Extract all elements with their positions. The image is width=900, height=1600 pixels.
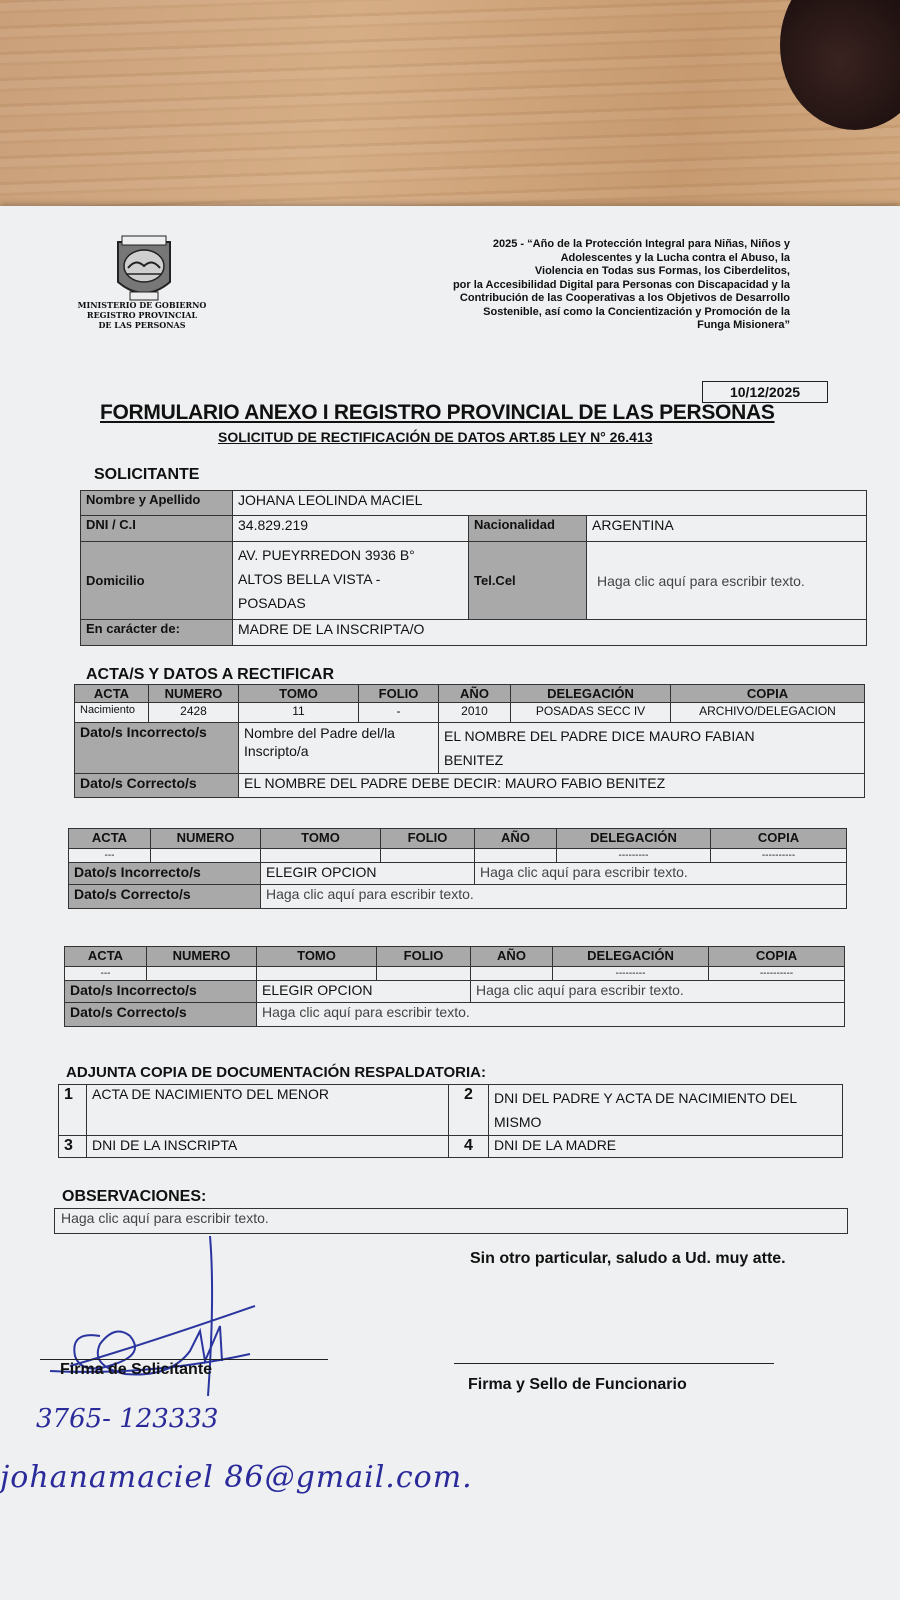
anio-field[interactable]: 2010	[439, 703, 511, 723]
official-signature-label: Firma y Sello de Funcionario	[468, 1376, 687, 1393]
address-line: ALTOS BELLA VISTA -	[238, 571, 381, 587]
folio-field[interactable]	[381, 849, 475, 863]
delegacion-field[interactable]: ---------	[557, 849, 711, 863]
slogan-line: 2025 - “Año de la Protección Integral para Niñas, Niños y	[492, 238, 790, 250]
col-numero: NUMERO	[149, 685, 239, 703]
col-acta: ACTA	[65, 947, 147, 967]
role-label: En carácter de:	[81, 620, 233, 646]
anio-field[interactable]	[471, 967, 553, 981]
name-label: Nombre y Apellido	[81, 491, 233, 516]
folio-field[interactable]	[377, 967, 471, 981]
acta-block-3	[64, 946, 845, 1027]
tomo-field[interactable]	[257, 967, 377, 981]
copia-field[interactable]: ----------	[709, 967, 845, 981]
official-signature-line	[454, 1363, 774, 1364]
wooden-table-background	[0, 0, 900, 215]
numero-field[interactable]	[147, 967, 257, 981]
correct-label: Dato/s Correcto/s	[75, 774, 239, 798]
dni-field[interactable]: 34.829.219	[233, 516, 469, 542]
documentacion-heading: ADJUNTA COPIA DE DOCUMENTACIÓN RESPALDATORIA:	[66, 1064, 486, 1081]
col-copia: COPIA	[709, 947, 845, 967]
form-subtitle: SOLICITUD DE RECTIFICACIÓN DE DATOS ART.85 LEY N° 26.413	[218, 429, 653, 445]
solicitante-heading: SOLICITANTE	[94, 466, 200, 483]
form-paper	[0, 206, 900, 1600]
correct-text-field[interactable]: Haga clic aquí para escribir texto.	[257, 1003, 845, 1027]
doc-num: 1	[59, 1085, 87, 1136]
address-line: AV. PUEYRREDON 3936 B°	[238, 547, 415, 563]
incorrect-text-line: EL NOMBRE DEL PADRE DICE MAURO FABIAN	[444, 728, 755, 744]
incorrect-text-line: BENITEZ	[444, 752, 504, 768]
incorrect-field-line: Nombre del Padre del/la	[244, 725, 395, 741]
col-anio: AÑO	[439, 685, 511, 703]
ministry-line-3: DE LAS PERSONAS	[98, 320, 186, 330]
acta-type-field[interactable]: ---	[69, 849, 151, 863]
incorrect-label: Dato/s Incorrecto/s	[69, 863, 261, 885]
col-numero: NUMERO	[151, 829, 261, 849]
doc-item-line: DNI DEL PADRE Y ACTA DE NACIMIENTO DEL	[494, 1090, 798, 1106]
role-field[interactable]: MADRE DE LA INSCRIPTA/O	[233, 620, 867, 646]
numero-field[interactable]	[151, 849, 261, 863]
col-anio: AÑO	[471, 947, 553, 967]
provincial-seal-logo	[104, 232, 184, 304]
acta-block-2	[68, 828, 847, 909]
incorrect-field-select[interactable]	[239, 723, 439, 774]
closing-text: Sin otro particular, saludo a Ud. muy atte.	[470, 1250, 786, 1267]
doc-num: 4	[449, 1136, 489, 1158]
name-field[interactable]: JOHANA LEOLINDA MACIEL	[233, 491, 867, 516]
date-field[interactable]: 10/12/2025	[702, 381, 828, 403]
actas-heading: ACTA/S Y DATOS A RECTIFICAR	[86, 666, 335, 683]
phone-label: Tel.Cel	[469, 542, 587, 620]
copia-field[interactable]: ARCHIVO/DELEGACION	[671, 703, 865, 723]
correct-label: Dato/s Correcto/s	[65, 1003, 257, 1027]
year-slogan	[330, 238, 790, 333]
col-anio: AÑO	[475, 829, 557, 849]
tomo-field[interactable]: 11	[239, 703, 359, 723]
handwritten-email: johanamaciel 86@gmail.com.	[0, 1460, 473, 1495]
col-folio: FOLIO	[359, 685, 439, 703]
address-field[interactable]	[233, 542, 469, 620]
incorrect-text-field[interactable]	[439, 723, 865, 774]
address-label: Domicilio	[81, 542, 233, 620]
observaciones-field[interactable]: Haga clic aquí para escribir texto.	[54, 1208, 848, 1234]
applicant-signature-line	[40, 1359, 328, 1360]
col-delegacion: DELEGACIÓN	[557, 829, 711, 849]
ministry-line-2: REGISTRO PROVINCIAL	[86, 310, 198, 320]
col-tomo: TOMO	[261, 829, 381, 849]
acta-block-1	[74, 684, 865, 798]
col-acta: ACTA	[75, 685, 149, 703]
correct-text-field[interactable]: Haga clic aquí para escribir texto.	[261, 885, 847, 909]
incorrect-text-field[interactable]: Haga clic aquí para escribir texto.	[471, 981, 845, 1003]
doc-item-3[interactable]: DNI DE LA INSCRIPTA	[87, 1136, 449, 1158]
form-title: FORMULARIO ANEXO I REGISTRO PROVINCIAL DE LAS PERSONAS	[100, 401, 775, 424]
phone-field[interactable]: Haga clic aquí para escribir texto.	[587, 542, 867, 620]
solicitante-table	[80, 490, 867, 646]
col-numero: NUMERO	[147, 947, 257, 967]
observaciones-heading: OBSERVACIONES:	[62, 1188, 207, 1205]
handwritten-phone: 3765- 123333	[36, 1404, 219, 1434]
nationality-field[interactable]: ARGENTINA	[587, 516, 867, 542]
applicant-signature-label: Firma de Solicitante	[60, 1361, 213, 1378]
slogan-line: Sostenible, así como la Concientización y Promoción de la	[483, 305, 790, 318]
col-copia: COPIA	[711, 829, 847, 849]
doc-num: 3	[59, 1136, 87, 1158]
dni-label: DNI / C.I	[81, 516, 233, 542]
anio-field[interactable]	[475, 849, 557, 863]
col-tomo: TOMO	[239, 685, 359, 703]
acta-type-field[interactable]: Nacimiento	[75, 703, 149, 723]
col-delegacion: DELEGACIÓN	[553, 947, 709, 967]
incorrect-field-line: Inscripto/a	[244, 743, 309, 759]
correct-label: Dato/s Correcto/s	[69, 885, 261, 909]
incorrect-field-select[interactable]: ELEGIR OPCION	[257, 981, 471, 1003]
delegacion-field[interactable]: POSADAS SECC IV	[511, 703, 671, 723]
slogan-line: Funga Misionera”	[697, 319, 790, 331]
col-copia: COPIA	[671, 685, 865, 703]
col-folio: FOLIO	[381, 829, 475, 849]
tomo-field[interactable]	[261, 849, 381, 863]
numero-field[interactable]: 2428	[149, 703, 239, 723]
slogan-line: Adolescentes y la Lucha contra el Abuso, la	[560, 251, 790, 264]
col-acta: ACTA	[69, 829, 151, 849]
doc-item-2[interactable]	[489, 1085, 843, 1136]
correct-text-field[interactable]: EL NOMBRE DEL PADRE DEBE DECIR: MAURO FABIO BENITEZ	[239, 774, 865, 798]
incorrect-field-select[interactable]: ELEGIR OPCION	[261, 863, 475, 885]
slogan-line: por la Accesibilidad Digital para Personas con Discapacidad y la	[452, 278, 790, 291]
ministry-caption	[62, 300, 222, 330]
doc-item-line: MISMO	[494, 1114, 542, 1130]
incorrect-text-field[interactable]: Haga clic aquí para escribir texto.	[475, 863, 847, 885]
acta-type-field[interactable]: ---	[65, 967, 147, 981]
doc-item-4[interactable]: DNI DE LA MADRE	[489, 1136, 843, 1158]
documentacion-table	[58, 1084, 843, 1158]
doc-num: 2	[449, 1085, 489, 1136]
doc-item-1[interactable]: ACTA DE NACIMIENTO DEL MENOR	[87, 1085, 449, 1136]
col-delegacion: DELEGACIÓN	[511, 685, 671, 703]
col-folio: FOLIO	[377, 947, 471, 967]
folio-field[interactable]: -	[359, 703, 439, 723]
delegacion-field[interactable]: ---------	[553, 967, 709, 981]
incorrect-label: Dato/s Incorrecto/s	[65, 981, 257, 1003]
slogan-line: Contribución de las Cooperativas a los Objetivos de Desarrollo	[459, 292, 790, 304]
copia-field[interactable]: ----------	[711, 849, 847, 863]
nationality-label: Nacionalidad	[469, 516, 587, 542]
address-line: POSADAS	[238, 595, 306, 611]
incorrect-label: Dato/s Incorrecto/s	[75, 723, 239, 774]
ministry-line-1: MINISTERIO DE GOBIERNO	[77, 300, 207, 310]
slogan-line: Violencia en Todas sus Formas, los Ciberdelitos,	[534, 265, 790, 277]
col-tomo: TOMO	[257, 947, 377, 967]
